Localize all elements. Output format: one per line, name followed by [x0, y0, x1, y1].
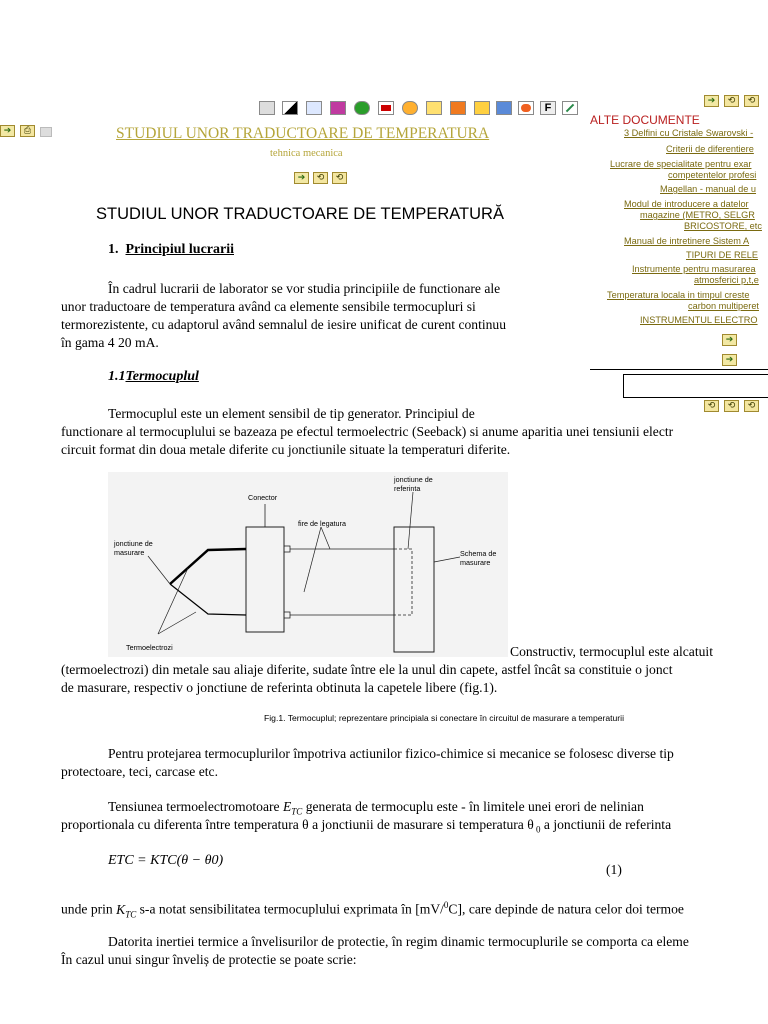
sidebar-link[interactable]: atmosferici p,t,e [694, 275, 759, 285]
header-title-link[interactable]: STUDIUL UNOR TRADUCTOARE DE TEMPERATURA [116, 125, 490, 142]
text-line: în gama 4 20 mA. [61, 335, 159, 350]
sidebar-next-icon[interactable]: ➔ [704, 95, 719, 107]
share-bookmark-icon[interactable] [259, 101, 275, 115]
text-line: În cadrul lucrarii de laborator se vor studia principiile de functionare ale [108, 281, 501, 296]
left-nav-print-icon[interactable]: ⎙ [20, 125, 35, 137]
text-line: unor traductoare de temperatura având ca elemente sensibile termocupluri si [61, 299, 476, 314]
section-title: Principiul lucrarii [125, 242, 234, 257]
diagram-label-ref-junction [394, 476, 433, 493]
section-number: 1. [108, 242, 119, 257]
text-line: (termoelectrozi) din metale sau aliaje diferite, sudate între ele la unul din capete, astfel încât sa constituie o jonct [61, 662, 673, 677]
text-line: circuit format din doua metale diferite cu jonctiunile situate la temperaturi diferite. [61, 442, 511, 457]
nav-link-icon[interactable]: ⟲ [313, 172, 328, 184]
nav-next-icon[interactable]: ➔ [294, 172, 309, 184]
text-line: Pentru protejarea termocuplurilor împotriva actiunilor fizico-chimice si mecanice se folosesc diverse tip [108, 746, 674, 761]
diagram-label-line: jonctiune de [114, 539, 153, 548]
diagram-label-line: referinta [394, 483, 421, 493]
sidebar-link[interactable]: 3 Delfini cu Cristale Swarovski - [624, 128, 754, 138]
header-subtitle: tehnica mecanica [270, 148, 343, 159]
subsection-heading [108, 369, 199, 385]
thermocouple-diagram [108, 472, 508, 657]
share-icon[interactable] [402, 101, 418, 115]
document-title: STUDIUL UNOR TRADUCTOARE DE TEMPERATURĂ [96, 205, 504, 223]
sidebar-divider [590, 369, 768, 370]
diagram-label-thermoelectrodes: Termoelectrozi [126, 643, 173, 652]
subsection-title: Termocuplul [125, 369, 199, 384]
sidebar-link[interactable]: carbon multiperet [688, 301, 759, 311]
text-line: termorezistente, cu adaptorul având semnalul de iesire unificat de curent continuu [61, 317, 507, 332]
diagram-label-schema [460, 550, 496, 567]
sidebar-link[interactable]: Lucrare de specialitate pentru exar [610, 159, 752, 169]
sidebar-link[interactable]: Manual de intretinere Sistem A [624, 236, 750, 246]
sidebar-nav-icon[interactable]: ⟲ [704, 400, 719, 412]
text-span: generata de termocuplu este - în limitele unei erori de nelinian [305, 799, 644, 814]
share-f-icon[interactable]: F [540, 101, 556, 115]
sidebar-arrow-icon[interactable]: ➔ [722, 334, 737, 346]
text-span: a jonctiunii de referinta [543, 817, 672, 832]
sidebar-heading: ALTE DOCUMENTE [590, 113, 700, 127]
sidebar-arrow2-icon[interactable]: ➔ [722, 354, 737, 366]
text-line: protectoare, teci, carcase etc. [61, 764, 218, 779]
diagram-label-line: Schema de [460, 549, 497, 558]
sidebar-search-box[interactable] [623, 374, 768, 398]
formula-text: ETC = KTC(θ − θ0) [108, 853, 224, 868]
share-sun-icon[interactable] [426, 101, 442, 115]
share-reddit-icon[interactable] [518, 101, 534, 115]
share-orange-icon[interactable] [450, 101, 466, 115]
share-stumble-icon[interactable] [354, 101, 370, 115]
sidebar-link[interactable]: magazine (METRO, SELGR [640, 210, 755, 220]
share-google-icon[interactable] [306, 101, 322, 115]
sidebar-link[interactable]: Criterii de diferentiere [666, 144, 754, 154]
diagram-label-conector: Conector [248, 493, 278, 502]
diagram-drawing [108, 472, 508, 657]
sidebar-link[interactable]: Temperatura locala in timpul creste [607, 290, 750, 300]
diagram-label-line: masurare [460, 557, 491, 567]
subsection-number: 1.1 [108, 369, 126, 384]
text-line: Datorita inertiei termice a învelisurilor de protectie, în regim dinamic termocuplurile se comporta ca eleme [108, 934, 689, 949]
left-nav-close-icon[interactable] [40, 127, 52, 137]
sidebar-link2-icon[interactable]: ⟲ [744, 95, 759, 107]
sidebar-link[interactable]: competentelor profesi [668, 170, 757, 180]
share-delicious-icon[interactable] [282, 101, 298, 115]
share-yahoo-icon[interactable] [378, 101, 394, 115]
symbol-etc: $E_{TC}$ [282, 799, 303, 817]
text-line: proportionala cu diferenta între temperatura θ a jonctiunii de masurare si temperatura θ $_0$ a jonctiunii de referinta [61, 817, 672, 835]
share-people-icon[interactable] [474, 101, 490, 115]
sidebar-link[interactable]: INSTRUMENTUL ELECTRO [640, 315, 758, 325]
share-pen-icon[interactable] [562, 101, 578, 115]
text-span: proportionala cu diferenta între temperatura θ a jonctiunii de masurare si temperatura θ [61, 817, 534, 832]
figure-caption: Fig.1. Termocuplul; reprezentare principiala si conectare în circuitul de masurare a temperaturii [264, 713, 624, 723]
paragraph-6: unde prin $K_{TC}$ s-a notat sensibilitatea termocuplului exprimata în [mV/$^0$C], care depinde de natura celor doi termoe [61, 900, 684, 920]
equation-number: (1) [606, 862, 622, 877]
sidebar-link[interactable]: BRICOSTORE, etc [684, 221, 762, 231]
share-list-icon[interactable] [496, 101, 512, 115]
formula [108, 852, 223, 870]
share-myspace-icon[interactable] [330, 101, 346, 115]
text-line: functionare al termocuplului se bazeaza pe efectul termoelectric (Seeback) si anume aparitia unei tensiunii electr [61, 424, 674, 439]
diagram-label-line: masurare [114, 547, 145, 557]
text-line: de masurare, respectiv o jonctiune de referinta obtinuta la capetele libere (fig.1). [61, 680, 498, 695]
text-line: În cazul unui singur înveliș de protectie se poate scrie: [61, 952, 357, 967]
symbol-ktc: $K_{TC}$ [116, 901, 137, 920]
sidebar-nav2-icon[interactable]: ⟲ [724, 400, 739, 412]
sidebar-nav3-icon[interactable]: ⟲ [744, 400, 759, 412]
diagram-label-meas-junction [114, 540, 153, 557]
section-heading [108, 242, 234, 258]
left-nav-icon[interactable]: ➔ [0, 125, 15, 137]
text-line: Termocuplul este un element sensibil de tip generator. Principiul de [108, 406, 475, 421]
text-span: s-a notat sensibilitatea termocuplului exprimata în [mV/ [139, 901, 444, 917]
sidebar-link[interactable]: Instrumente pentru masurarea [632, 264, 756, 274]
text-span: C], care depinde de natura celor doi termoe [448, 901, 684, 917]
sidebar-link[interactable]: Modul de introducere a datelor [624, 199, 749, 209]
diagram-label-line: jonctiune de [394, 475, 433, 484]
text-span: Tensiunea termoelectromotoare [108, 799, 280, 814]
sidebar-link[interactable]: Magellan - manual de u [660, 184, 757, 194]
diagram-label-wires: fire de legatura [298, 519, 346, 528]
text-line: Constructiv, termocuplul este alcatuit [510, 644, 713, 659]
text-span: unde prin [61, 901, 113, 917]
sidebar-link-icon[interactable]: ⟲ [724, 95, 739, 107]
sidebar-link[interactable]: TIPURI DE RELE [686, 250, 758, 260]
nav-link2-icon[interactable]: ⟲ [332, 172, 347, 184]
